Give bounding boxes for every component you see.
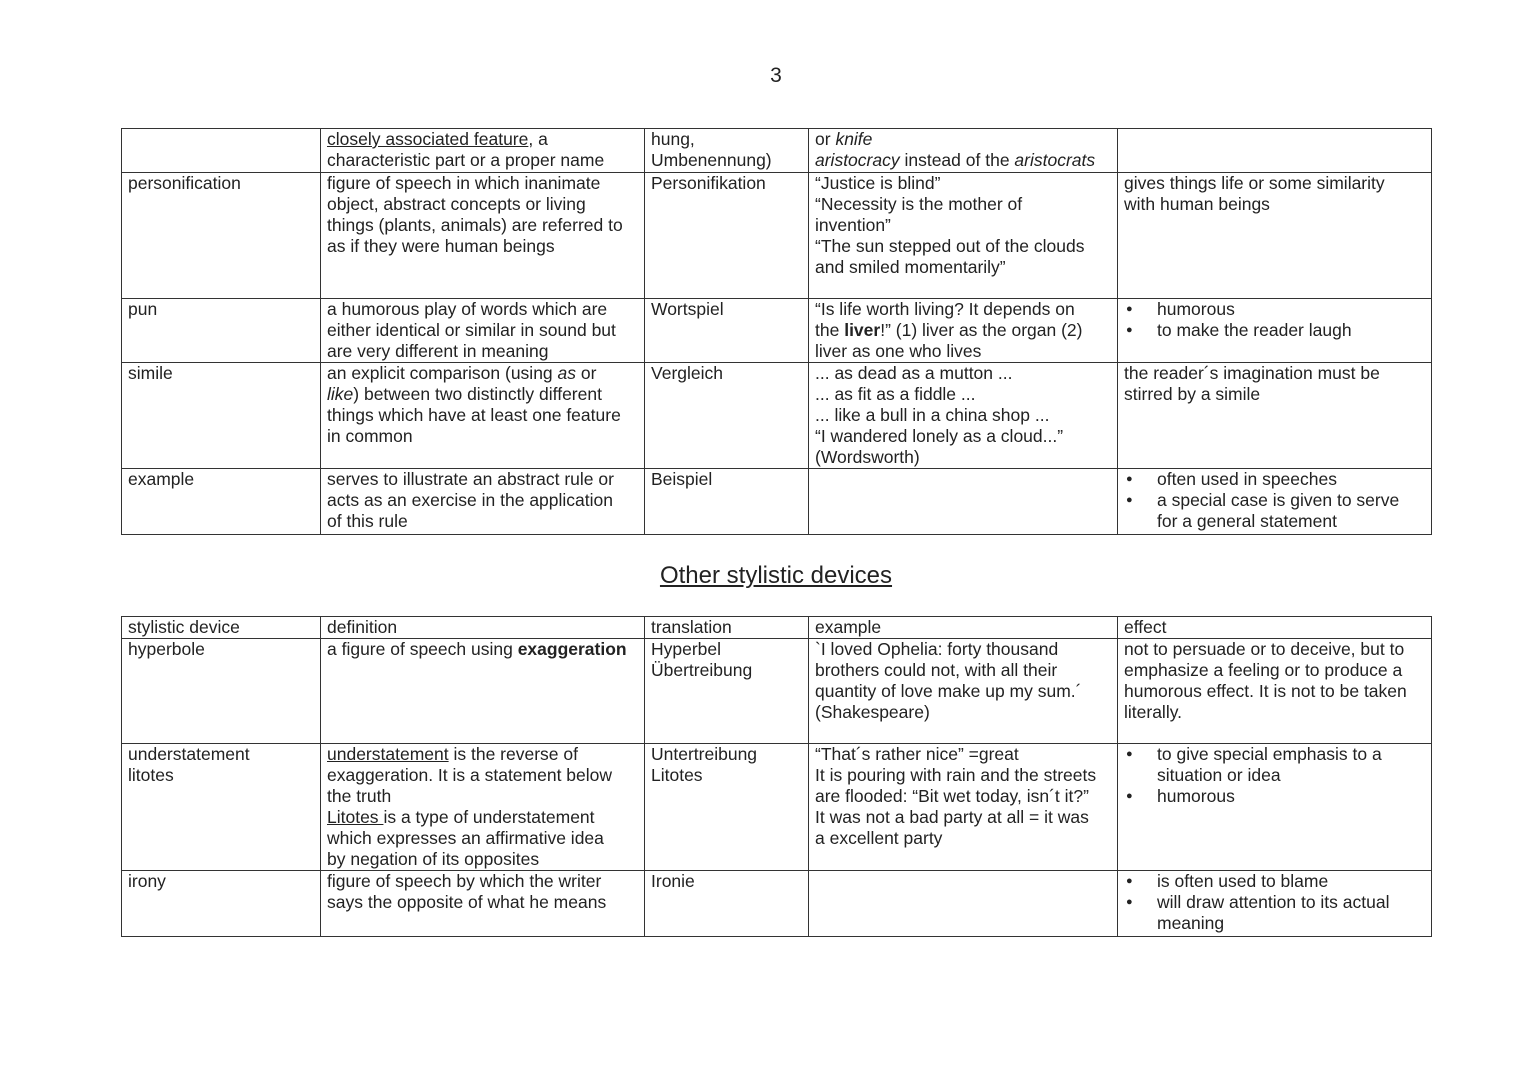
translation-cell: Untertreibung Litotes — [645, 744, 809, 871]
other-stylistic-devices-table — [121, 616, 1432, 937]
table-row — [122, 299, 1432, 363]
stylistic-devices-table-continued — [121, 128, 1432, 535]
table-row — [122, 639, 1432, 744]
page-number: 3 — [770, 64, 782, 87]
table-row — [122, 871, 1432, 937]
definition-cell: understatement is the reverse of exaggeration. It is a statement below the truth Litotes is a type of understatement which expresses an affirmative idea by negation of its opposites — [321, 744, 645, 871]
device-cell: simile — [122, 363, 321, 469]
table-header-row — [122, 617, 1432, 639]
translation-cell: Personifikation — [645, 173, 809, 299]
device-cell — [122, 129, 321, 173]
definition-cell: an explicit comparison (using as or like) between two distinctly different things which have at least one feature in common — [321, 363, 645, 469]
effect-cell: not to persuade or to deceive, but to emphasize a feeling or to produce a humorous effect. It is not to be taken literally. — [1118, 639, 1432, 744]
list-item: ● humorous — [1124, 299, 1425, 320]
header-definition: definition — [321, 617, 645, 639]
effect-cell: the reader´s imagination must be stirred by a simile — [1118, 363, 1432, 469]
definition-cell: a figure of speech using exaggeration — [321, 639, 645, 744]
translation-cell: Vergleich — [645, 363, 809, 469]
section-heading: Other stylistic devices — [659, 562, 893, 589]
list-item: ● to make the reader laugh — [1124, 320, 1425, 341]
list-item: ● humorous — [1124, 786, 1425, 807]
definition-cell: closely associated feature, a characteristic part or a proper name — [321, 129, 645, 173]
example-cell — [809, 469, 1118, 535]
effect-bullet-list — [1124, 744, 1425, 807]
device-cell: example — [122, 469, 321, 535]
list-item: ● will draw attention to its actual meaning — [1124, 892, 1425, 934]
effect-cell — [1118, 871, 1432, 937]
list-item: ● is often used to blame — [1124, 871, 1425, 892]
device-cell: irony — [122, 871, 321, 937]
example-cell: “Justice is blind” “Necessity is the mother of invention” “The sun stepped out of the clouds and smiled momentarily” — [809, 173, 1118, 299]
example-cell: “That´s rather nice” =great It is pouring with rain and the streets are flooded: “Bit wet today, isn´t it?” It was not a bad party at all = it was a excellent party — [809, 744, 1118, 871]
table-row — [122, 744, 1432, 871]
list-item: ● to give special emphasis to a situation or idea — [1124, 744, 1425, 786]
header-stylistic-device: stylistic device — [122, 617, 321, 639]
example-cell: `I loved Ophelia: forty thousand brothers could not, with all their quantity of love make up my sum.´ (Shakespeare) — [809, 639, 1118, 744]
effect-bullet-list — [1124, 469, 1425, 532]
device-cell: pun — [122, 299, 321, 363]
list-item: ● a special case is given to serve for a general statement — [1124, 490, 1425, 532]
translation-cell: hung, Umbenennung) — [645, 129, 809, 173]
header-example: example — [809, 617, 1118, 639]
translation-cell: Wortspiel — [645, 299, 809, 363]
example-cell — [809, 871, 1118, 937]
example-cell: or knife aristocracy instead of the aristocrats — [809, 129, 1118, 173]
translation-cell: Hyperbel Übertreibung — [645, 639, 809, 744]
device-cell: understatement litotes — [122, 744, 321, 871]
device-cell: personification — [122, 173, 321, 299]
effect-bullet-list — [1124, 299, 1425, 341]
example-cell: ... as dead as a mutton ... ... as fit as a fiddle ... ... like a bull in a china shop ... “I wandered lonely as a cloud...” (Wordsworth) — [809, 363, 1118, 469]
header-translation: translation — [645, 617, 809, 639]
table-row — [122, 129, 1432, 173]
definition-cell: serves to illustrate an abstract rule or acts as an exercise in the application of this rule — [321, 469, 645, 535]
definition-cell: figure of speech in which inanimate object, abstract concepts or living things (plants, animals) are referred to as if they were human beings — [321, 173, 645, 299]
effect-cell — [1118, 129, 1432, 173]
example-cell: “Is life worth living? It depends on the liver!” (1) liver as the organ (2) liver as one who lives — [809, 299, 1118, 363]
table-row — [122, 173, 1432, 299]
effect-cell — [1118, 299, 1432, 363]
definition-cell: a humorous play of words which are either identical or similar in sound but are very different in meaning — [321, 299, 645, 363]
effect-cell — [1118, 744, 1432, 871]
effect-cell: gives things life or some similarity with human beings — [1118, 173, 1432, 299]
list-item: ● often used in speeches — [1124, 469, 1425, 490]
header-effect: effect — [1118, 617, 1432, 639]
effect-bullet-list — [1124, 871, 1425, 934]
translation-cell: Beispiel — [645, 469, 809, 535]
table-row — [122, 363, 1432, 469]
table-row — [122, 469, 1432, 535]
definition-cell: figure of speech by which the writer says the opposite of what he means — [321, 871, 645, 937]
translation-cell: Ironie — [645, 871, 809, 937]
effect-cell — [1118, 469, 1432, 535]
device-cell: hyperbole — [122, 639, 321, 744]
